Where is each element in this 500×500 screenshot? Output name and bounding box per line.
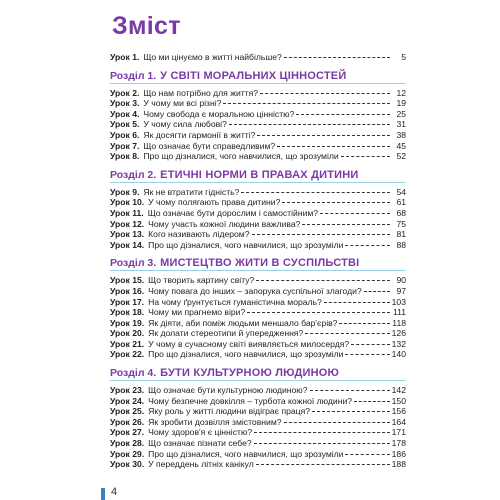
dot-leader (229, 124, 390, 125)
lesson-title: У чому полягають права дитини? (148, 197, 281, 208)
lesson-title: Як досягти гармонії в житті? (143, 129, 256, 140)
dot-leader (312, 411, 390, 412)
lesson-label: Урок 28. (110, 438, 145, 449)
dot-leader (256, 280, 390, 281)
lesson-page: 81 (396, 229, 406, 240)
lesson-page: 150 (391, 395, 406, 406)
dot-leader (284, 57, 390, 58)
toc-row[interactable] (110, 229, 406, 240)
lesson-page: 132 (391, 338, 406, 349)
toc-row[interactable] (110, 307, 406, 318)
lesson-title: Про що дізналися, чого навчилися, що зрозуміли (148, 239, 344, 250)
toc-row[interactable] (110, 219, 406, 230)
section-title: МИСТЕЦТВО ЖИТИ В СУСПІЛЬСТВІ (160, 257, 360, 270)
page-title: Зміст (112, 12, 181, 40)
toc-row[interactable] (110, 109, 406, 120)
lesson-label: Урок 24. (110, 395, 145, 406)
dot-leader (257, 135, 390, 136)
lesson-label: Урок 3. (110, 98, 140, 109)
dot-leader (354, 401, 390, 402)
lesson-label: Урок 5. (110, 119, 140, 130)
lesson-title: Чому участь кожної людини важлива? (148, 218, 301, 229)
toc-row[interactable] (110, 385, 406, 396)
lesson-title: Про що дізналися, чого навчилися, що зрозуміли (148, 448, 344, 459)
lesson-label: Урок 21. (110, 338, 145, 349)
section-label: Розділ 4. (110, 367, 157, 380)
lesson-title: Чому безпечне довкілля – турбота кожної людини? (148, 395, 353, 406)
lesson-page: 5 (401, 52, 406, 62)
lesson-title: Як не втратити гідність? (143, 186, 240, 197)
lesson-title: Що означає бути дорослим і самостійним? (147, 207, 319, 218)
lesson-page: 75 (396, 218, 406, 229)
section-label: Розділ 1. (110, 69, 157, 82)
table-of-contents (110, 52, 406, 470)
lesson-label: Урок 7. (110, 140, 140, 151)
toc-row[interactable] (110, 349, 406, 360)
toc-row[interactable] (110, 427, 406, 438)
lesson-title: Як долати стереотипи й упередження? (148, 328, 304, 339)
section-heading[interactable] (110, 69, 406, 84)
lesson-title: У чому в сучасному світі виявляється милосердя? (148, 338, 350, 349)
dot-leader (345, 454, 389, 455)
toc-row[interactable] (110, 130, 406, 141)
section-label: Розділ 3. (110, 257, 157, 270)
dot-leader (302, 224, 390, 225)
dot-leader (296, 114, 390, 115)
lesson-page: 142 (391, 385, 406, 396)
lesson-title: Чому ми прагнемо віри? (148, 307, 246, 318)
lesson-page: 12 (396, 87, 406, 98)
toc-row[interactable] (110, 438, 406, 449)
toc-row[interactable] (110, 275, 406, 286)
lesson-page: 111 (392, 307, 406, 318)
lesson-page: 103 (391, 296, 406, 307)
lesson-label: Урок 25. (110, 406, 145, 417)
dot-leader (324, 302, 390, 303)
dot-leader (320, 213, 390, 214)
toc-row[interactable] (110, 396, 406, 407)
dot-leader (241, 192, 390, 193)
lesson-page: 52 (396, 151, 406, 162)
lesson-label: Урок 18. (110, 307, 145, 318)
dot-leader (339, 323, 390, 324)
dot-leader (252, 234, 391, 235)
toc-row[interactable] (110, 119, 406, 130)
lesson-page: 178 (391, 438, 406, 449)
lesson-title: Що означає бути культурною людиною? (148, 385, 308, 396)
section-title: У СВІТІ МОРАЛЬНИХ ЦІННОСТЕЙ (160, 69, 347, 82)
toc-row[interactable] (110, 151, 406, 162)
lesson-page: 54 (396, 186, 406, 197)
lesson-title: Чому повага до інших – запорука суспільної злагоди? (148, 285, 362, 296)
toc-row-intro[interactable] (110, 52, 406, 63)
lesson-page: 19 (396, 98, 406, 109)
lesson-page: 97 (396, 285, 406, 296)
toc-row[interactable] (110, 187, 406, 198)
lesson-label: Урок 27. (110, 427, 145, 438)
section-title: БУТИ КУЛЬТУРНОЮ ЛЮДИНОЮ (160, 367, 340, 380)
lesson-page: 156 (391, 406, 406, 417)
lesson-title: Про що дізналися, чого навчилися, що зрозуміли (143, 151, 339, 162)
section-heading[interactable] (110, 256, 406, 271)
dot-leader (256, 464, 390, 465)
dot-leader (282, 202, 390, 203)
lesson-label: Урок 16. (110, 285, 145, 296)
section-label: Розділ 2. (110, 168, 157, 181)
lesson-label: Урок 6. (110, 129, 140, 140)
lesson-page: 126 (391, 328, 406, 339)
lesson-title: Як діяти, аби поміж людьми меншало бар'єрів? (148, 317, 338, 328)
lesson-page: 88 (396, 239, 406, 250)
footer-accent-bar (101, 488, 105, 500)
lesson-title: Чому здоров'я є цінністю? (148, 427, 253, 438)
lesson-page: 140 (391, 349, 406, 360)
toc-row[interactable] (110, 297, 406, 308)
lesson-title: На чому ґрунтується гуманістична мораль? (148, 296, 322, 307)
page-number: 4 (111, 486, 118, 498)
dot-leader (277, 146, 390, 147)
lesson-label: Урок 11. (110, 207, 144, 218)
lesson-title: У переддень літніх канікул (148, 459, 254, 470)
toc-row[interactable] (110, 417, 406, 428)
lesson-page: 171 (391, 427, 406, 438)
lesson-title: Про що дізналися, чого навчилися, що зрозуміли (148, 349, 344, 360)
lesson-label: Урок 29. (110, 448, 145, 459)
section-title: ЕТИЧНІ НОРМИ В ПРАВАХ ДИТИНИ (160, 168, 359, 181)
dot-leader (247, 312, 390, 313)
dot-leader (341, 156, 390, 157)
lesson-title: Чому свобода є моральною цінністю? (143, 108, 295, 119)
toc-row[interactable] (110, 339, 406, 350)
toc-row[interactable] (110, 141, 406, 152)
dot-leader (254, 443, 390, 444)
lesson-page: 164 (391, 416, 406, 427)
lesson-page: 61 (396, 197, 406, 208)
toc-row[interactable] (110, 98, 406, 109)
lesson-label: Урок 1. (110, 52, 140, 62)
dot-leader (310, 390, 390, 391)
lesson-label: Урок 13. (110, 229, 145, 240)
dot-leader (345, 354, 389, 355)
lesson-label: Урок 23. (110, 385, 145, 396)
lesson-label: Урок 26. (110, 416, 145, 427)
section-heading[interactable] (110, 168, 406, 183)
lesson-title: Що ми цінуємо в житті найбільше? (143, 52, 282, 62)
toc-row[interactable] (110, 328, 406, 339)
lesson-title: Як зробити дозвілля змістовним? (148, 416, 282, 427)
lesson-label: Урок 9. (110, 186, 140, 197)
lesson-page: 38 (396, 129, 406, 140)
dot-leader (254, 432, 389, 433)
dot-leader (351, 344, 389, 345)
lesson-label: Урок 20. (110, 328, 145, 339)
lesson-page: 90 (396, 275, 406, 286)
lesson-page: 25 (396, 108, 406, 119)
toc-row[interactable] (110, 286, 406, 297)
lesson-page: 186 (391, 448, 406, 459)
lesson-label: Урок 14. (110, 239, 145, 250)
lesson-page: 188 (391, 459, 406, 470)
lesson-page: 68 (396, 207, 406, 218)
dot-leader (260, 93, 390, 94)
lesson-page: 31 (396, 119, 406, 130)
lesson-title: Що означає бути справедливим? (143, 140, 276, 151)
toc-row[interactable] (110, 449, 406, 460)
lesson-title: Кого називають лідером? (148, 229, 250, 240)
lesson-label: Урок 2. (110, 87, 140, 98)
lesson-title: У чому ми всі різні? (143, 98, 222, 109)
toc-row[interactable] (110, 459, 406, 470)
lesson-label: Урок 15. (110, 275, 145, 286)
lesson-label: Урок 30. (110, 459, 145, 470)
toc-row[interactable] (110, 88, 406, 99)
lesson-page: 118 (392, 317, 406, 328)
lesson-title: Яку роль у житті людини відіграє праця? (148, 406, 311, 417)
lesson-label: Урок 4. (110, 108, 140, 119)
dot-leader (345, 245, 390, 246)
lesson-label: Урок 22. (110, 349, 145, 360)
lesson-title: Що нам потрібно для життя? (143, 87, 259, 98)
lesson-page: 45 (396, 140, 406, 151)
lesson-title: Що творить картину світу? (148, 275, 255, 286)
dot-leader (364, 291, 390, 292)
lesson-label: Урок 19. (110, 317, 145, 328)
lesson-label: Урок 8. (110, 151, 140, 162)
lesson-title: У чому сила любові? (143, 119, 227, 130)
dot-leader (305, 333, 389, 334)
dot-leader (223, 103, 390, 104)
toc-row[interactable] (110, 318, 406, 329)
toc-row[interactable] (110, 406, 406, 417)
lesson-title: Що означає пізнати себе? (148, 438, 252, 449)
dot-leader (284, 422, 390, 423)
toc-row[interactable] (110, 197, 406, 208)
lesson-label: Урок 10. (110, 197, 145, 208)
section-heading[interactable] (110, 366, 406, 381)
lesson-label: Урок 12. (110, 218, 145, 229)
toc-row[interactable] (110, 240, 406, 251)
lesson-label: Урок 17. (110, 296, 145, 307)
toc-row[interactable] (110, 208, 406, 219)
